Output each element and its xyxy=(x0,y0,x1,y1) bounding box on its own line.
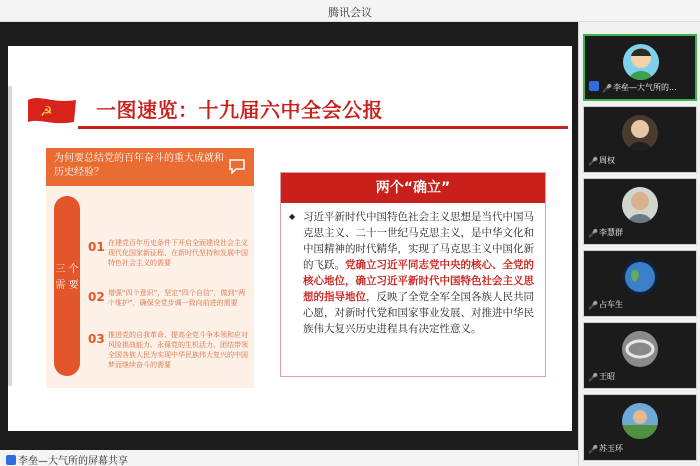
three-needs-label: 三 个 需 要 xyxy=(55,264,79,291)
need-item: 推进党的自我革命、提高全党斗争本领和应对风险挑战能力、永葆党的生机活力、团结带领全国各族人民为实现中华民族伟大复兴的中国梦而继续奋斗的需要 xyxy=(108,331,248,369)
title-bar xyxy=(0,0,700,22)
avatar xyxy=(622,403,658,439)
participant-name: 周权 xyxy=(599,156,615,165)
photo-avatar-icon xyxy=(622,187,658,223)
shared-screen[interactable] xyxy=(0,22,578,450)
earth-avatar-icon xyxy=(622,259,658,295)
svg-text:☭: ☭ xyxy=(40,104,53,120)
avatar xyxy=(622,187,658,223)
participant-tile[interactable] xyxy=(583,34,697,101)
participant-tile[interactable] xyxy=(583,322,697,389)
screen-share-label xyxy=(6,452,128,466)
need-item: 在建党百年历史条件下开启全面建设社会主义现代化国家新征程、在新时代坚持和发展中国特色社会主义的需要 xyxy=(108,239,248,267)
item-number: 01 xyxy=(88,240,105,254)
participant-label xyxy=(588,226,692,240)
slide-edge xyxy=(8,86,12,386)
avatar xyxy=(623,44,659,80)
microphone-icon: 🎤 xyxy=(602,84,612,93)
participant-label xyxy=(588,154,692,168)
participant-tile[interactable] xyxy=(583,178,697,245)
participant-label xyxy=(588,370,692,384)
item-number: 03 xyxy=(88,332,105,346)
diamond-bullet-icon: ◆ xyxy=(289,212,296,221)
avatar xyxy=(622,115,658,151)
panel-body xyxy=(289,209,537,337)
cartoon-avatar-icon xyxy=(623,44,659,80)
participant-name: 李慧群 xyxy=(599,228,623,237)
person-icon xyxy=(589,81,599,91)
question-text: 为何要总结党的百年奋斗的重大成就和历史经验？ xyxy=(54,153,224,178)
panel-heading: 两个“确立” xyxy=(281,173,545,203)
participant-name: 李垒—大气所的... xyxy=(613,83,677,92)
microphone-muted-icon: 🎤 xyxy=(588,301,598,310)
microphone-muted-icon: 🎤 xyxy=(588,445,598,454)
person-icon xyxy=(6,455,16,465)
photo-avatar-icon xyxy=(622,115,658,151)
participant-tile[interactable] xyxy=(583,394,697,461)
two-establishments-panel xyxy=(280,172,546,377)
status-bar xyxy=(0,450,578,466)
question-banner xyxy=(46,148,254,186)
participant-label xyxy=(589,81,691,95)
microphone-muted-icon: 🎤 xyxy=(588,373,598,382)
title-underline xyxy=(78,126,568,129)
paragraph-text: 习近平新时代中国特色社会主义思想是当代中国马克思主义、二十一世纪马克思主义，是中华文化和中国精神的时代精华，实现了马克思主义中国化新的飞跃。 xyxy=(303,211,534,271)
participant-tile[interactable] xyxy=(583,106,697,173)
app-title: 腾讯会议 xyxy=(328,6,372,19)
presentation-slide xyxy=(8,46,572,431)
participant-tile[interactable] xyxy=(583,250,697,317)
slide-title: 一图速览：十九届六中全会公报 xyxy=(96,98,383,122)
ring-avatar-icon xyxy=(622,331,658,367)
participant-label xyxy=(588,442,692,456)
microphone-muted-icon: 🎤 xyxy=(588,157,598,166)
screen-share-text: 李垒—大气所的屏幕共享 xyxy=(18,456,128,466)
item-number: 02 xyxy=(88,290,105,304)
highlighted-text: 党确立习近平同志党中央的核心、全党的核心地位，确立习近平新时代中国特色社会主义思想的指导地位 xyxy=(303,259,534,303)
participant-label xyxy=(588,298,692,312)
need-item: 增强“四个意识”，坚定“四个自信”，做到“两个维护”，确保全党步调一致向前进的需要 xyxy=(108,289,246,307)
three-needs-panel xyxy=(46,148,254,388)
party-flag-icon xyxy=(26,94,78,126)
avatar xyxy=(622,331,658,367)
chat-bubble-icon xyxy=(228,158,246,174)
panel-paragraph xyxy=(289,209,537,337)
participant-name: 王昭 xyxy=(599,372,615,381)
slide-header xyxy=(26,90,566,130)
photo-avatar-icon xyxy=(622,403,658,439)
participant-name: 苏玉环 xyxy=(599,444,623,453)
paragraph-text-continued: ，反映了全党全军全国各族人民共同心愿，对新时代党和国家事业发展、对推进中华民族伟大复兴历史进程具有决定性意义。 xyxy=(303,291,534,335)
avatar xyxy=(622,259,658,295)
participant-sidebar xyxy=(578,22,700,466)
participant-name: 占车生 xyxy=(599,300,623,309)
microphone-muted-icon: 🎤 xyxy=(588,229,598,238)
three-needs-bar xyxy=(54,196,80,376)
